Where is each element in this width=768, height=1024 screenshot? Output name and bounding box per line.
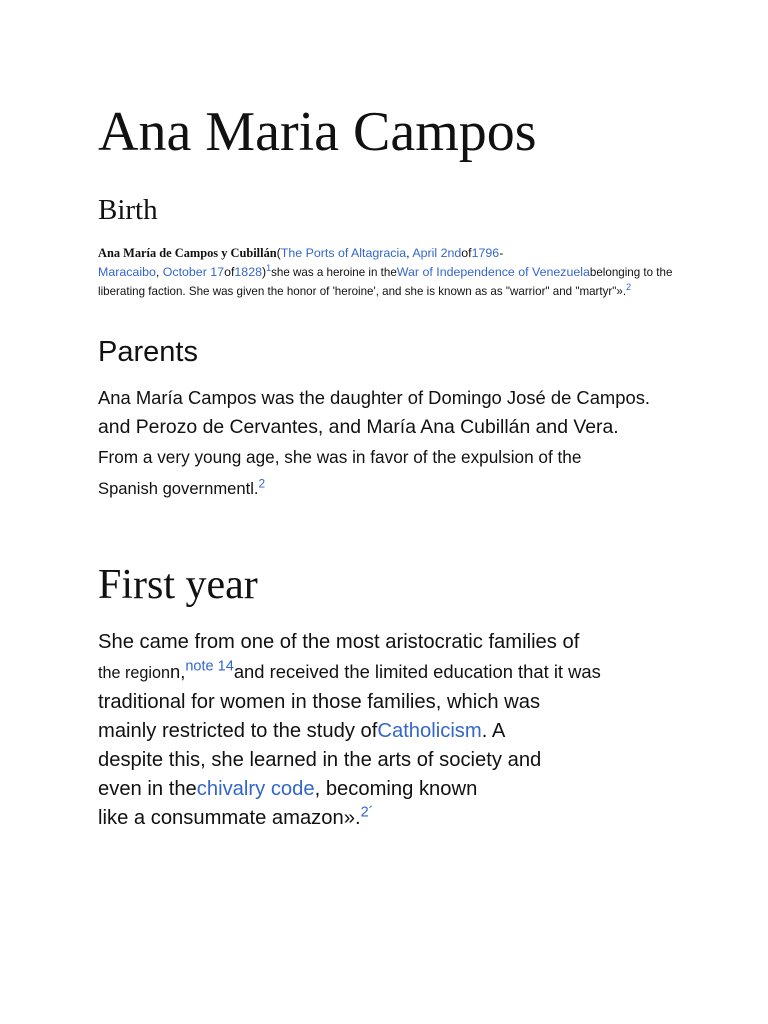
parents-line: Ana María Campos was the daughter of Domingo José de Campos. (98, 387, 651, 408)
parents-line: Spanish governmentl. (98, 479, 259, 498)
reference-2[interactable]: 2 (626, 282, 632, 293)
parents-paragraph (98, 384, 718, 506)
link-death-place[interactable]: Maracaibo (98, 264, 156, 279)
first-year-line (98, 804, 718, 833)
comma: , (406, 246, 413, 260)
region-text: the region (98, 664, 170, 682)
link-birth-year[interactable]: 1796 (471, 246, 500, 260)
reference-2[interactable]: 2´ (360, 804, 374, 821)
link-war-of-independence[interactable]: War of Independence of Venezuela (396, 264, 590, 279)
link-death-date[interactable]: October 17 (162, 264, 225, 279)
note-14-reference[interactable]: note 14 (185, 658, 234, 675)
first-year-line (98, 657, 718, 688)
education-text: and received the limited education that it was (233, 661, 601, 682)
parents-heading: Parents (98, 336, 198, 368)
reference-2[interactable]: 2 (258, 476, 266, 491)
study-text: mainly restricted to the study of (98, 720, 378, 742)
comma: , (155, 264, 163, 279)
parents-line: From a very young age, she was in favor of the expulsion of the (98, 447, 582, 467)
open-paren: ( (276, 246, 281, 260)
birth-heading: Birth (98, 194, 158, 226)
birth-text-1: she was a heroine in the (271, 265, 397, 279)
page-title: Ana Maria Campos (98, 101, 537, 163)
of-text: of (461, 246, 472, 260)
chivalry-text: even in the (98, 778, 197, 800)
study-text-end: . A (481, 720, 506, 742)
link-chivalry-code[interactable]: chivalry code (196, 778, 315, 800)
reference-1[interactable]: 1 (266, 262, 272, 273)
first-year-paragraph (98, 628, 718, 833)
link-birth-place[interactable]: The Ports of Altagracia (280, 246, 407, 260)
first-year-line: despite this, she learned in the arts of society and (98, 749, 542, 771)
full-name: Ana María de Campos y Cubillán (98, 246, 277, 260)
link-birth-date[interactable]: April 2nd (412, 246, 462, 260)
birth-paragraph (98, 244, 678, 302)
parents-line-last (98, 472, 718, 506)
first-year-heading: First year (98, 562, 258, 608)
first-year-line (98, 775, 718, 804)
first-year-line: traditional for women in those families, which was (98, 691, 541, 713)
link-catholicism[interactable]: Catholicism (377, 720, 482, 742)
first-year-line: She came from one of the most aristocratic families of (98, 631, 580, 653)
region-suffix: n, (170, 661, 186, 682)
of-text: of (224, 264, 235, 279)
chivalry-text-end: , becoming known (314, 778, 478, 800)
amazon-text: like a consummate amazon». (98, 807, 361, 829)
parents-line: and Perozo de Cervantes, and María Ana Cubillán and Vera. (98, 416, 619, 438)
birth-text-2: belonging to the liberating faction. She was given the honor of 'heroine', and she is known as as "warrior" and "martyr"». (98, 265, 673, 299)
first-year-line (98, 717, 718, 746)
close-paren: ) (261, 264, 267, 279)
dash: - (499, 246, 504, 260)
link-death-year[interactable]: 1828 (234, 264, 262, 279)
